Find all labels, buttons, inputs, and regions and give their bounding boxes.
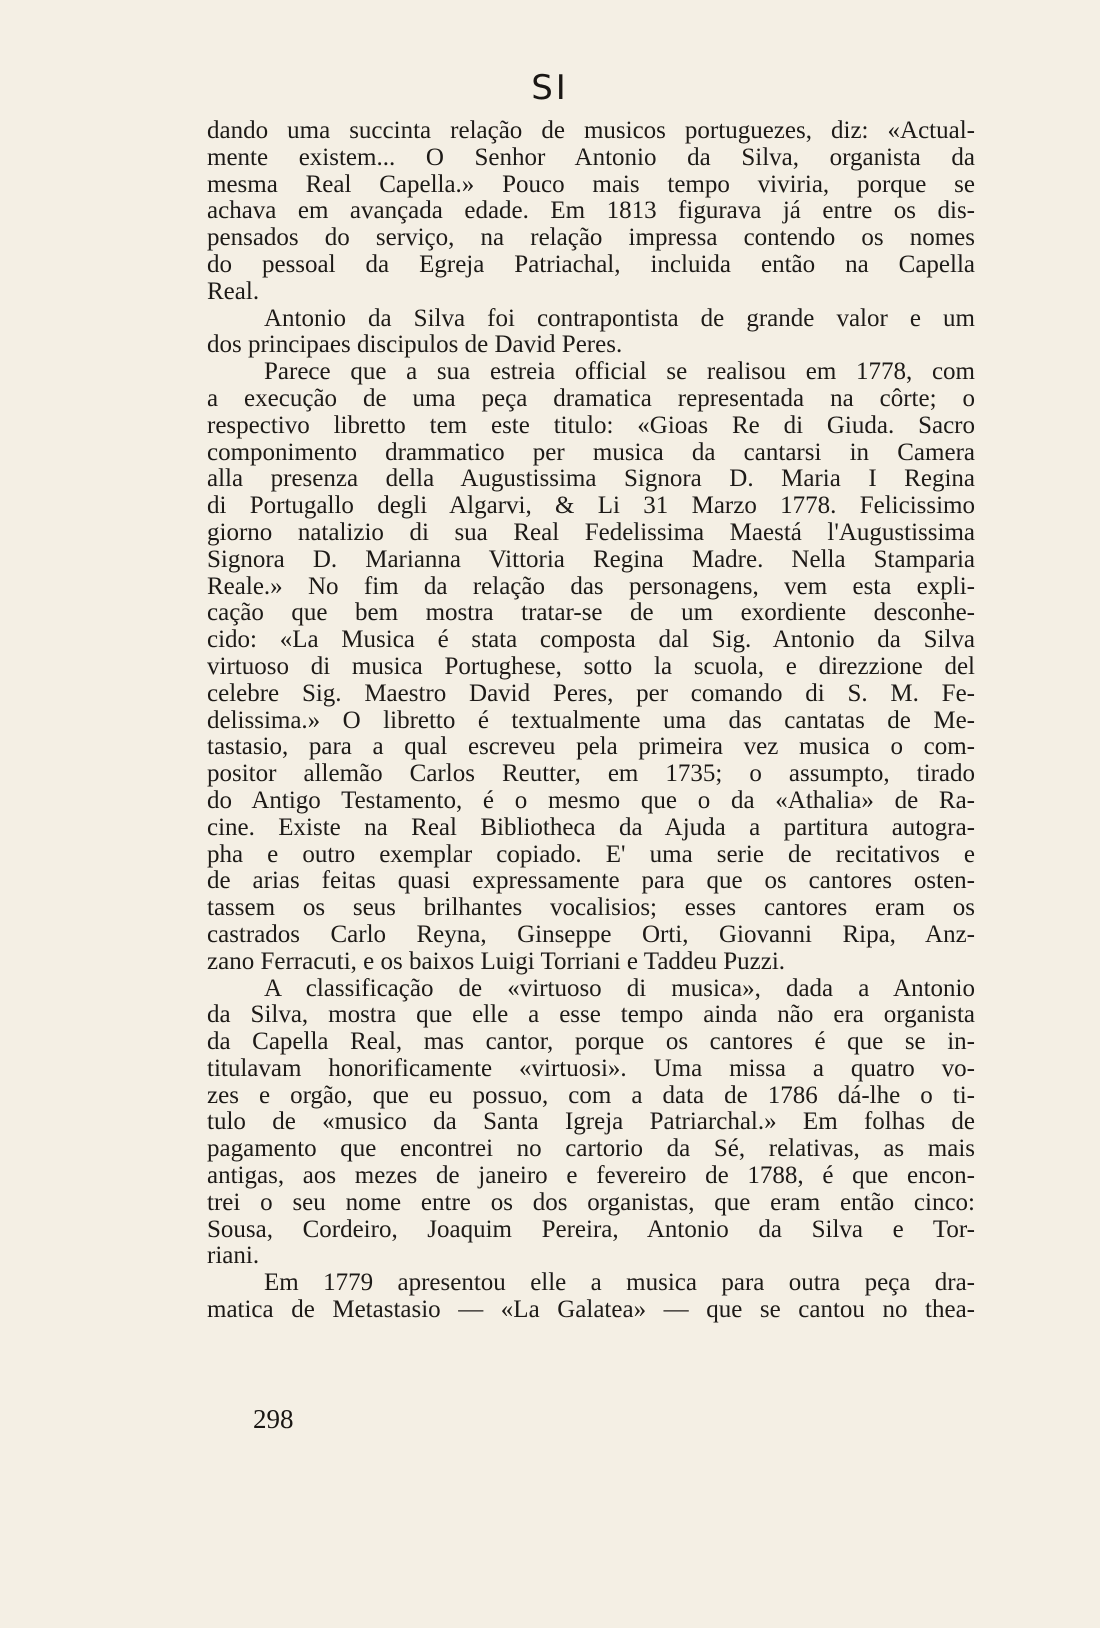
text-line: Signora D. Marianna Vittoria Regina Madre. Nella Stamparia — [207, 545, 975, 573]
text-line: componimento drammatico per musica da cantarsi in Camera — [207, 438, 975, 466]
text-line: Reale.» No fim da relação das personagens, vem esta expli- — [207, 572, 975, 600]
text-line: alla presenza della Augustissima Signora D. Maria I Regina — [207, 465, 975, 493]
running-head: SI — [531, 68, 569, 108]
text-line: da Silva, mostra que elle a esse tempo ainda não era organista — [207, 1001, 975, 1029]
text-line: dando uma succinta relação de musicos portuguezes, diz: «Actual- — [207, 117, 975, 144]
text-line: cine. Existe na Real Bibliotheca da Ajuda a partitura autogra- — [207, 813, 975, 841]
text-line: antigas, aos mezes de janeiro e fevereiro de 1788, é que encon- — [207, 1162, 975, 1190]
text-line: Sousa, Cordeiro, Joaquim Pereira, Antonio da Silva e Tor- — [207, 1215, 975, 1243]
text-line: mente existem... O Senhor Antonio da Silva, organista da — [207, 143, 975, 171]
text-line: tassem os seus brilhantes vocalisios; esses cantores eram os — [207, 894, 975, 922]
text-line: tastasio, para a qual escreveu pela primeira vez musica o com- — [207, 733, 975, 761]
text-line: achava em avançada edade. Em 1813 figurava já entre os dis- — [207, 197, 975, 225]
text-line: respectivo libretto tem este titulo: «Gioas Re di Giuda. Sacro — [207, 411, 975, 439]
text-line: castrados Carlo Reyna, Ginseppe Orti, Giovanni Ripa, Anz- — [207, 920, 975, 948]
body-text — [207, 118, 975, 1324]
text-line: do Antigo Testamento, é o mesmo que o da «Athalia» de Ra- — [207, 786, 975, 814]
text-line: Real. — [207, 277, 260, 305]
text-line: positor allemão Carlos Reutter, em 1735; o assumpto, tirado — [207, 760, 975, 788]
paragraph-first-line: Antonio da Silva foi contrapontista de grande valor e um — [264, 304, 975, 332]
text-line: celebre Sig. Maestro David Peres, per comando di S. M. Fe- — [207, 679, 975, 707]
text-line: do pessoal da Egreja Patriachal, incluida então na Capella — [207, 250, 975, 278]
paragraph-first-line: Em 1779 apresentou elle a musica para outra peça dra- — [264, 1269, 975, 1297]
text-line: mesma Real Capella.» Pouco mais tempo viviria, porque se — [207, 170, 975, 198]
text-line: trei o seu nome entre os dos organistas, que eram então cinco: — [207, 1188, 975, 1216]
text-line: riani. — [207, 1242, 260, 1270]
text-line: virtuoso di musica Portughese, sotto la scuola, e direzzione del — [207, 652, 975, 680]
text-line: di Portugallo degli Algarvi, & Li 31 Marzo 1778. Felicissimo — [207, 492, 975, 520]
text-line: pagamento que encontrei no cartorio da Sé, relativas, as mais — [207, 1135, 975, 1163]
text-line: tulo de «musico da Santa Igreja Patriarchal.» Em folhas de — [207, 1108, 975, 1136]
text-line: matica de Metastasio — «La Galatea» — que se cantou no thea- — [207, 1296, 975, 1324]
text-line: pensados do serviço, na relação impressa contendo os nomes — [207, 224, 975, 252]
text-line: cido: «La Musica é stata composta dal Sig. Antonio da Silva — [207, 626, 975, 654]
text-line: de arias feitas quasi expressamente para que os cantores osten- — [207, 867, 975, 895]
paragraph-first-line: Parece que a sua estreia official se realisou em 1778, com — [264, 358, 975, 386]
text-line: zano Ferracuti, e os baixos Luigi Torriani e Taddeu Puzzi. — [207, 947, 786, 975]
text-line: da Capella Real, mas cantor, porque os cantores é que se in- — [207, 1028, 975, 1056]
text-line: titulavam honorificamente «virtuosi». Uma missa a quatro vo- — [207, 1054, 975, 1082]
text-line: pha e outro exemplar copiado. E' uma serie de recitativos e — [207, 840, 975, 868]
page-number: 298 — [253, 1404, 294, 1434]
text-line: giorno natalizio di sua Real Fedelissima Maestá l'Augustissima — [207, 518, 975, 546]
text-line: zes e orgão, que eu possuo, com a data de 1786 dá-lhe o ti- — [207, 1081, 975, 1109]
text-line: delissima.» O libretto é textualmente uma das cantatas de Me- — [207, 706, 975, 734]
text-line: cação que bem mostra tratar-se de um exordiente desconhe- — [207, 599, 975, 627]
paragraph-first-line: A classificação de «virtuoso di musica», dada a Antonio — [264, 974, 975, 1002]
text-line: a execução de uma peça dramatica representada na côrte; o — [207, 384, 975, 412]
text-line: dos principaes discipulos de David Peres. — [207, 331, 623, 359]
